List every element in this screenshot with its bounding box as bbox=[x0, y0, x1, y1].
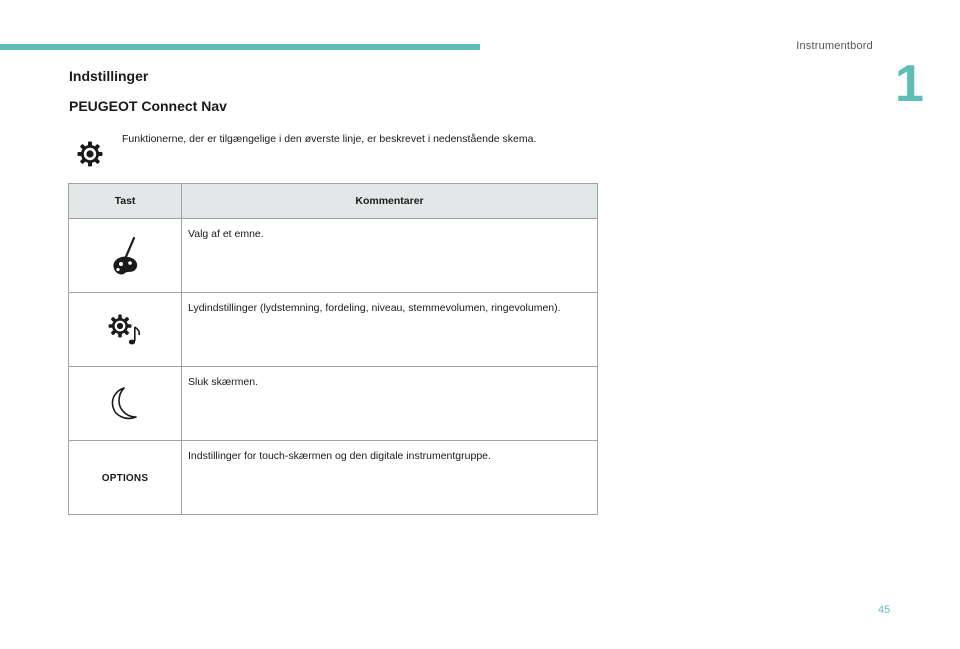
column-header-key: Tast bbox=[69, 184, 182, 219]
palette-icon bbox=[108, 235, 142, 277]
table-row bbox=[69, 293, 598, 367]
key-cell bbox=[69, 441, 182, 515]
options-key-label: OPTIONS bbox=[101, 472, 149, 484]
top-accent-bar bbox=[0, 44, 480, 50]
table-row bbox=[69, 219, 598, 293]
crescent-moon-icon bbox=[108, 385, 142, 423]
table-row bbox=[69, 367, 598, 441]
comment-cell: Lydindstillinger (lydstemning, fordeling, niveau, stemmevolumen, ringevolumen). bbox=[182, 293, 598, 367]
comment-cell: Indstillinger for touch-skærmen og den digitale instrumentgruppe. bbox=[182, 441, 598, 515]
settings-table bbox=[68, 183, 598, 515]
page-number: 45 bbox=[878, 604, 891, 616]
comment-cell: Sluk skærmen. bbox=[182, 367, 598, 441]
column-header-comments: Kommentarer bbox=[182, 184, 598, 219]
key-cell bbox=[69, 219, 182, 293]
intro-text: Funktionerne, der er tilgængelige i den øverste linje, er beskrevet i nedenstående skema. bbox=[122, 133, 537, 145]
subsection-title: PEUGEOT Connect Nav bbox=[69, 98, 227, 114]
chapter-name: Instrumentbord bbox=[796, 40, 873, 52]
comment-cell: Valg af et emne. bbox=[182, 219, 598, 293]
key-cell bbox=[69, 293, 182, 367]
chapter-number: 1 bbox=[895, 55, 924, 113]
key-cell bbox=[69, 367, 182, 441]
table-row bbox=[69, 441, 598, 515]
settings-gear-icon bbox=[76, 140, 104, 168]
section-title: Indstillinger bbox=[69, 68, 149, 84]
gear-music-note-icon bbox=[107, 313, 143, 347]
